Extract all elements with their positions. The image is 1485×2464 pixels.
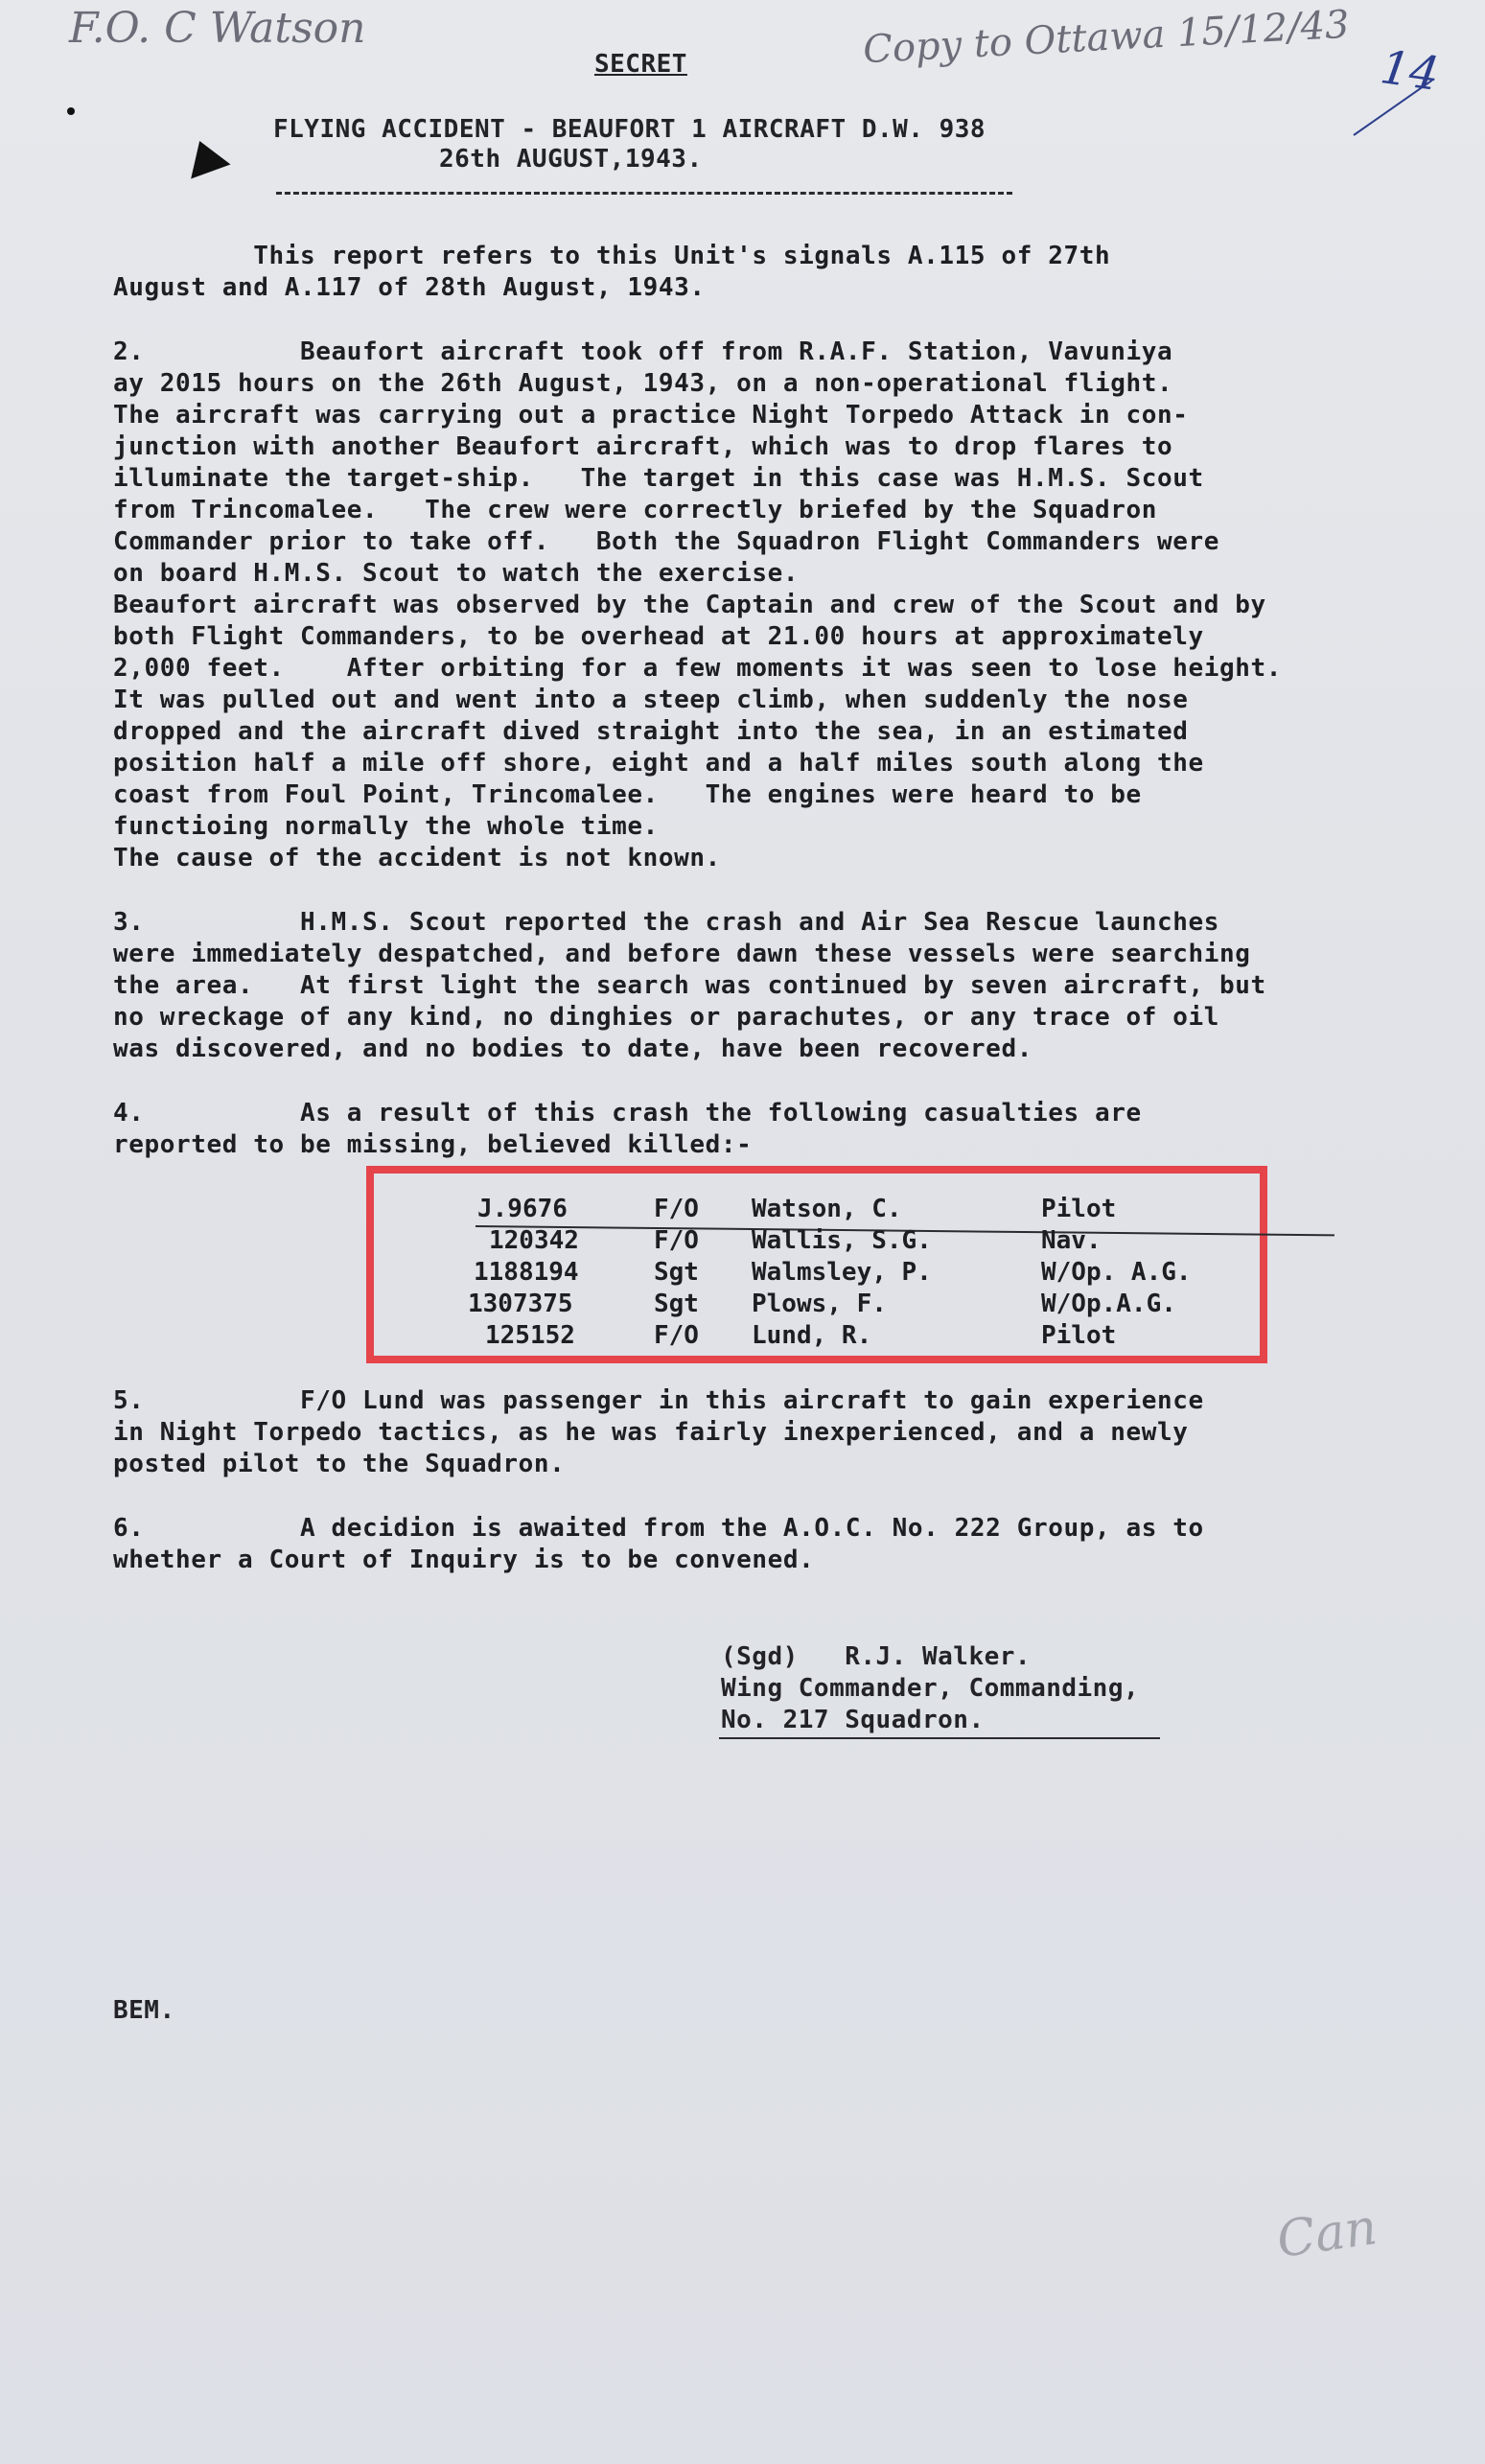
handwritten-bottom-note: Can (1273, 2198, 1381, 2269)
crew-role: W/Op. A.G. (1041, 1258, 1192, 1287)
crew-role: Pilot (1041, 1195, 1117, 1223)
rank: F/O (654, 1321, 699, 1350)
text-line: both Flight Commanders, to be overhead at 21.00 hours at approximately (113, 622, 1204, 651)
text-line: 4. As a result of this crash the following casualties are (113, 1099, 1142, 1127)
text-line: posted pilot to the Squadron. (113, 1450, 566, 1478)
service-number: 1188194 (474, 1258, 579, 1287)
text-line: 2,000 feet. After orbiting for a few moments it was seen to lose height. (113, 654, 1282, 683)
text-line: This report refers to this Unit's signals A.115 of 27th (113, 242, 1111, 270)
report-date: 26th AUGUST,1943. (439, 145, 703, 174)
text-line: coast from Foul Point, Trincomalee. The engines were heard to be (113, 780, 1142, 809)
text-line: Beaufort aircraft was observed by the Captain and crew of the Scout and by (113, 591, 1266, 619)
classification-label: SECRET (594, 50, 687, 79)
text-line: no wreckage of any kind, no dinghies or parachutes, or any trace of oil (113, 1003, 1219, 1032)
punch-hole-mark (180, 134, 231, 179)
text-line: Commander prior to take off. Both the Squadron Flight Commanders were (113, 527, 1219, 556)
text-line: reported to be missing, believed killed:- (113, 1130, 753, 1159)
rank: F/O (654, 1226, 699, 1255)
service-number: 1307375 (468, 1290, 573, 1318)
signature-title: Wing Commander, Commanding, (721, 1674, 1140, 1703)
signature-unit: No. 217 Squadron. (721, 1706, 985, 1734)
crew-role: Nav. (1041, 1226, 1102, 1255)
rank: Sgt (654, 1290, 699, 1318)
ink-dot (67, 107, 75, 115)
header-rule (276, 192, 1012, 195)
crew-name: Plows, F. (752, 1290, 887, 1318)
crew-role: W/Op.A.G. (1041, 1290, 1176, 1318)
text-line: 3. H.M.S. Scout reported the crash and Air Sea Rescue launches (113, 908, 1219, 937)
text-line: in Night Torpedo tactics, as he was fairly inexperienced, and a newly (113, 1418, 1189, 1447)
handwritten-name: F.O. C Watson (69, 4, 366, 53)
text-line: dropped and the aircraft dived straight into the sea, in an estimated (113, 717, 1189, 746)
crew-role: Pilot (1041, 1321, 1117, 1350)
text-line: were immediately despatched, and before dawn these vessels were searching (113, 940, 1251, 968)
text-line: from Trincomalee. The crew were correctly briefed by the Squadron (113, 496, 1157, 524)
text-line: was discovered, and no bodies to date, have been recovered. (113, 1034, 1033, 1063)
text-line: 2. Beaufort aircraft took off from R.A.F. Station, Vavuniya (113, 337, 1173, 366)
text-line: 5. F/O Lund was passenger in this aircraft to gain experience (113, 1386, 1204, 1415)
typist-initials: BEM. (113, 1996, 175, 2025)
crew-name: Lund, R. (752, 1321, 872, 1350)
handwritten-copy-note: Copy to Ottawa 15/12/43 (862, 2, 1351, 73)
crew-name: Walmsley, P. (752, 1258, 932, 1287)
crew-name: Watson, C. (752, 1195, 902, 1223)
text-line: The cause of the accident is not known. (113, 844, 721, 872)
service-number: 120342 (489, 1226, 579, 1255)
signature-rule (719, 1737, 1160, 1739)
text-line: on board H.M.S. Scout to watch the exercise. (113, 559, 800, 588)
text-line: ay 2015 hours on the 26th August, 1943, on a non-operational flight. (113, 369, 1173, 398)
text-line: the area. At first light the search was continued by seven aircraft, but (113, 971, 1266, 1000)
text-line: functioing normally the whole time. (113, 812, 659, 841)
report-title: FLYING ACCIDENT - BEAUFORT 1 AIRCRAFT D.W. 938 (273, 115, 986, 144)
text-line: 6. A decidion is awaited from the A.O.C. No. 222 Group, as to (113, 1514, 1204, 1543)
service-number: 125152 (485, 1321, 575, 1350)
rank: F/O (654, 1195, 699, 1223)
signature-line: (Sgd) R.J. Walker. (721, 1642, 1032, 1671)
text-line: illuminate the target-ship. The target in this case was H.M.S. Scout (113, 464, 1204, 493)
handwritten-page-number: 14 (1377, 40, 1443, 102)
text-line: whether a Court of Inquiry is to be convened. (113, 1546, 815, 1574)
text-line: position half a mile off shore, eight and a half miles south along the (113, 749, 1204, 778)
text-line: It was pulled out and went into a steep climb, when suddenly the nose (113, 686, 1189, 714)
text-line: junction with another Beaufort aircraft, which was to drop flares to (113, 432, 1173, 461)
rank: Sgt (654, 1258, 699, 1287)
text-line: August and A.117 of 28th August, 1943. (113, 273, 706, 302)
crew-name: Wallis, S.G. (752, 1226, 932, 1255)
service-number: J.9676 (477, 1195, 568, 1223)
text-line: The aircraft was carrying out a practice Night Torpedo Attack in con- (113, 401, 1189, 430)
